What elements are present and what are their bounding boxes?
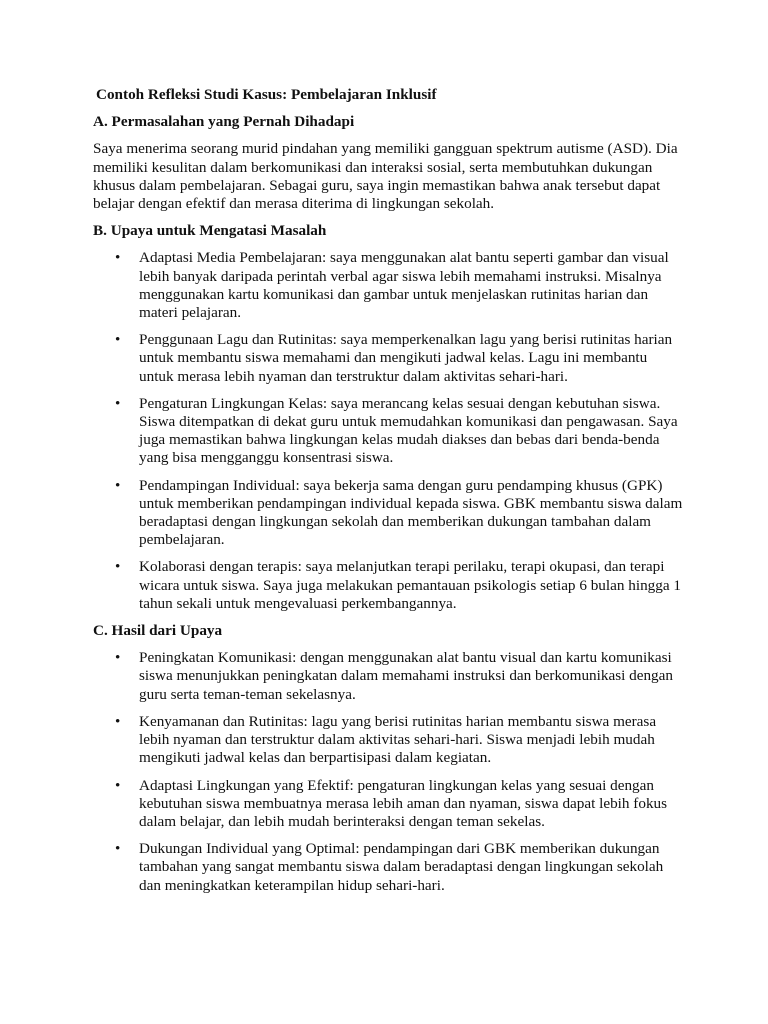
bullet-icon: • [115, 476, 121, 494]
list-item-text: Peningkatan Komunikasi: dengan menggunakan alat bantu visual dan kartu komunikasi siswa menunjukkan peningkatan dalam memahami instruksi dan berkomunikasi dengan guru serta teman-teman sekelasnya. [139, 649, 673, 703]
section-b-list [93, 249, 683, 613]
bullet-icon: • [115, 840, 121, 858]
section-b-heading: B. Upaya untuk Mengatasi Masalah [93, 222, 327, 240]
bullet-icon: • [115, 712, 121, 730]
list-item [93, 713, 683, 768]
section-c-heading: C. Hasil dari Upaya [93, 622, 223, 640]
document-title: Contoh Refleksi Studi Kasus: Pembelajaran Inklusif [96, 86, 437, 103]
list-item-text: Pendampingan Individual: saya bekerja sama dengan guru pendamping khusus (GPK) untuk memberikan pendampingan individual kepada siswa. GBK membantu siswa dalam beradaptasi dengan lingkungan sekolah dan memberikan dukungan tambahan dalam pembelajaran. [139, 476, 683, 549]
list-item [93, 395, 683, 468]
bullet-icon: • [115, 249, 121, 267]
section-a-paragraph: Saya menerima seorang murid pindahan yang memiliki gangguan spektrum autisme (ASD). Dia memiliki kesulitan dalam berkomunikasi dan interaksi sosial, serta membutuhkan dukungan khusus dalam pembelajaran. Sebagai guru, saya ingin memastikan bahwa anak tersebut dapat belajar dengan efektif dan merasa diterima di lingkungan sekolah. [93, 140, 678, 213]
bullet-icon: • [115, 331, 121, 349]
list-item [93, 649, 683, 704]
list-item [93, 558, 683, 613]
bullet-icon: • [115, 394, 121, 412]
list-item-text: Penggunaan Lagu dan Rutinitas: saya memperkenalkan lagu yang berisi rutinitas harian untuk membantu siswa memahami dan mengikuti jadwal kelas. Lagu ini membantu untuk merasa lebih nyaman dan terstruktur dalam aktivitas sehari-hari. [139, 331, 673, 385]
bullet-icon: • [115, 649, 121, 667]
bullet-icon: • [115, 558, 121, 576]
list-item [93, 477, 683, 550]
list-item [93, 331, 683, 386]
list-item [93, 777, 683, 832]
list-item-text: Adaptasi Media Pembelajaran: saya menggunakan alat bantu seperti gambar dan visual lebih banyak daripada perintah verbal agar siswa lebih memahami instruksi. Misalnya menggunakan kartu komunikasi dan gambar untuk menjelaskan rutinitas harian dan materi pelajaran. [139, 249, 669, 322]
section-c-list [93, 649, 683, 894]
list-item-text: Kenyamanan dan Rutinitas: lagu yang berisi rutinitas harian membantu siswa merasa lebih nyaman dan terstruktur dalam aktivitas sehari-hari. Siswa menjadi lebih mudah mengikuti jadwal kelas dan berpartisipasi dalam kegiatan. [139, 712, 657, 767]
list-item-text: Adaptasi Lingkungan yang Efektif: pengaturan lingkungan kelas yang sesuai dengan kebutuhan siswa membuatnya merasa lebih aman dan nyaman, siswa dapat lebih fokus dalam belajar, dan lebih mudah berinteraksi dengan teman sekelas. [139, 776, 668, 830]
list-item-text: Kolaborasi dengan terapis: saya melanjutkan terapi perilaku, terapi okupasi, dan terapi wicara untuk siswa. Saya juga melakukan pemantauan psikologis setiap 6 bulan hingga 1 tahun sekali untuk mengevaluasi perkembangannya. [139, 558, 681, 612]
list-item-text: Dukungan Individual yang Optimal: pendampingan dari GBK memberikan dukungan tambahan yang sangat membantu siswa dalam beradaptasi dengan lingkungan sekolah dan meningkatkan keterampilan hidup sehari-hari. [139, 840, 664, 894]
section-a-heading: A. Permasalahan yang Pernah Dihadapi [93, 113, 355, 131]
list-item-text: Pengaturan Lingkungan Kelas: saya merancang kelas sesuai dengan kebutuhan siswa. Siswa ditempatkan di dekat guru untuk memudahkan komunikasi dan pengawasan. Saya juga memastikan bahwa lingkungan kelas mudah diakses dan bebas dari benda-benda yang bisa mengganggu konsentrasi siswa. [139, 394, 678, 467]
list-item [93, 840, 683, 895]
list-item [93, 249, 683, 322]
document-page [93, 86, 683, 904]
bullet-icon: • [115, 776, 121, 794]
